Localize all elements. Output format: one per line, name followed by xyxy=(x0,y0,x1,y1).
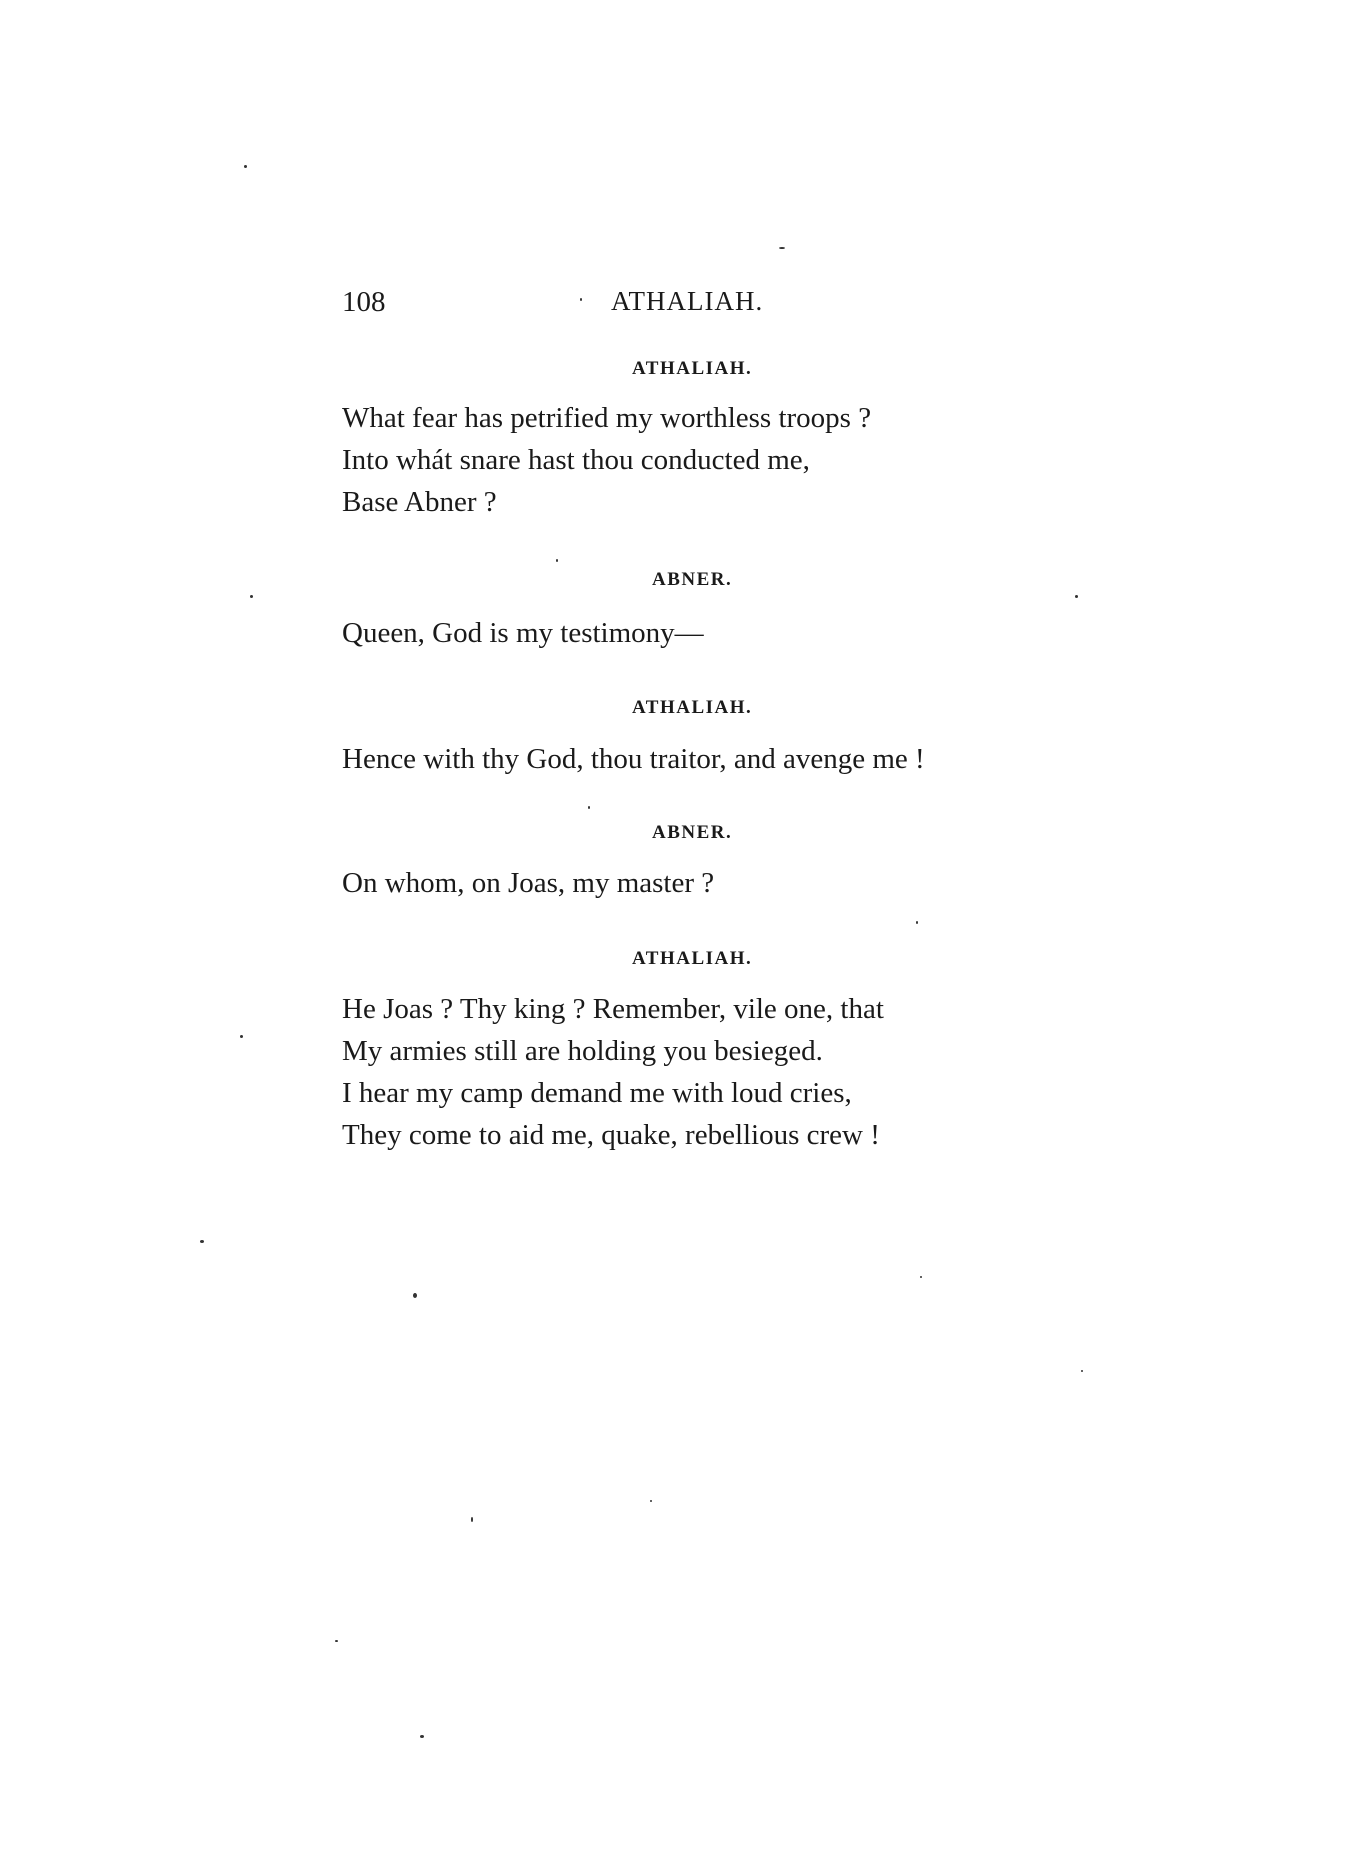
speech-lines xyxy=(342,862,714,904)
scan-speck xyxy=(556,559,558,562)
scan-speck xyxy=(471,1517,473,1522)
scan-speck xyxy=(920,1276,922,1278)
page-number: 108 xyxy=(342,286,386,318)
verse-line: What fear has petrified my worthless troops ? xyxy=(342,402,872,434)
scan-speck xyxy=(244,165,247,168)
verse-line: My armies still are holding you besieged. xyxy=(342,1035,823,1067)
speaker-name: ABNER. xyxy=(652,569,733,590)
scan-speck xyxy=(250,595,253,598)
running-title: ATHALIAH. xyxy=(611,286,764,316)
scan-speck xyxy=(335,1640,338,1642)
scan-speck xyxy=(588,806,590,809)
verse-line: Queen, God is my testimony— xyxy=(342,617,704,649)
scan-speck xyxy=(1075,595,1078,598)
speech-lines xyxy=(342,988,884,1156)
scan-speck xyxy=(916,921,918,924)
speaker-name: ATHALIAH. xyxy=(632,697,753,718)
verse-line: On whom, on Joas, my master ? xyxy=(342,867,715,899)
scan-speck xyxy=(650,1500,652,1502)
speaker-name: ATHALIAH. xyxy=(632,948,753,969)
verse-line: He Joas ? Thy king ? Remember, vile one, that xyxy=(342,993,884,1025)
speaker-name: ABNER. xyxy=(652,822,733,843)
scan-speck xyxy=(580,298,582,301)
scan-speck xyxy=(420,1735,424,1738)
verse-line: Hence with thy God, thou traitor, and avenge me ! xyxy=(342,743,925,775)
verse-line: Into whát snare hast thou conducted me, xyxy=(342,444,810,476)
verse-line: Base Abner ? xyxy=(342,486,497,518)
speech-lines xyxy=(342,397,871,523)
scan-speck xyxy=(779,247,785,249)
scan-speck xyxy=(200,1240,204,1243)
speaker-name: ATHALIAH. xyxy=(632,358,753,379)
verse-line: I hear my camp demand me with loud cries, xyxy=(342,1077,852,1109)
scan-speck xyxy=(240,1035,243,1038)
speech-lines xyxy=(342,738,925,780)
speech-lines xyxy=(342,612,704,654)
scan-speck xyxy=(1081,1370,1083,1372)
scan-speck xyxy=(413,1293,417,1298)
verse-line: They come to aid me, quake, rebellious crew ! xyxy=(342,1119,880,1151)
